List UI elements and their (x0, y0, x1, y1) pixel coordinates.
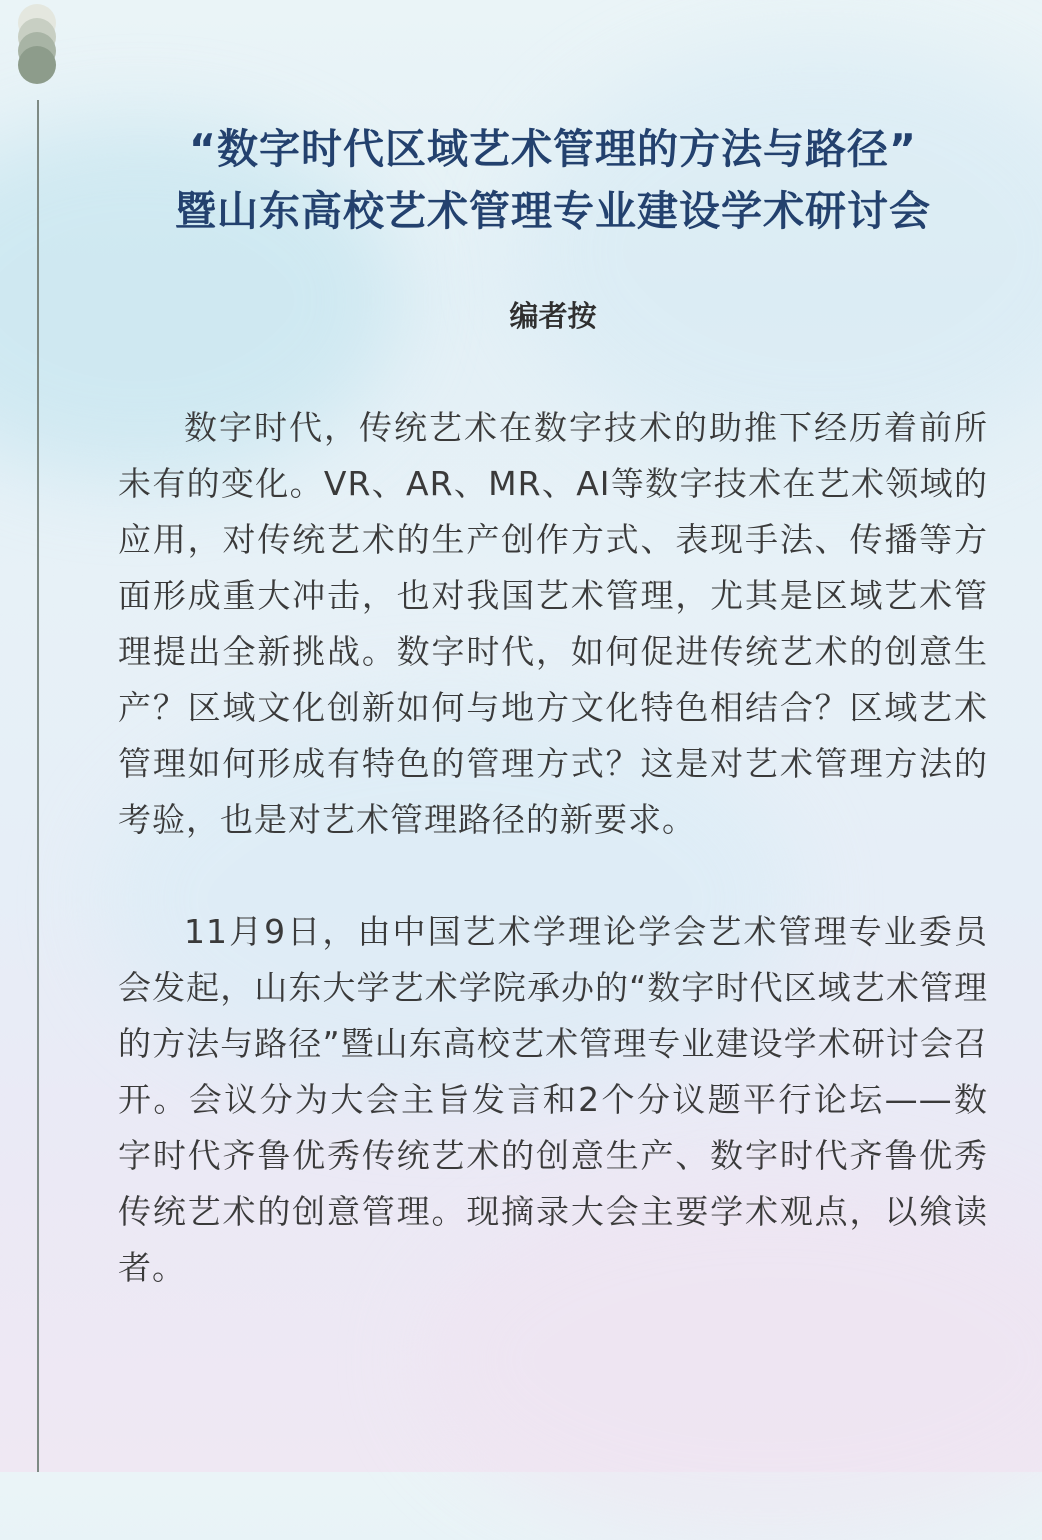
article-title (118, 118, 988, 242)
title-line-2: 暨山东高校艺术管理专业建设学术研讨会 (175, 187, 931, 235)
editor-note-paragraph: 数字时代，传统艺术在数字技术的助推下经历着前所未有的变化。VR、AR、MR、AI等数字技术在艺术领域的应用，对传统艺术的生产创作方式、表现手法、传播等方面形成重大冲击，也对我国艺术管理，尤其是区域艺术管理提出全新挑战。数字时代，如何促进传统艺术的创意生产？区域文化创新如何与地方文化特色相结合？区域艺术管理如何形成有特色的管理方式？这是对艺术管理方法的考验，也是对艺术管理路径的新要求。 (118, 408, 988, 839)
decorative-dots (18, 4, 58, 100)
dot-ornament (18, 46, 56, 84)
left-vertical-rule (37, 100, 39, 1472)
article (118, 118, 988, 1296)
editor-note-paragraph: 11月9日，由中国艺术学理论学会艺术管理专业委员会发起，山东大学艺术学院承办的“数字时代区域艺术管理的方法与路径”暨山东高校艺术管理专业建设学术研讨会召开。会议分为大会主旨发言和2个分议题平行论坛——数字时代齐鲁优秀传统艺术的创意生产、数字时代齐鲁优秀传统艺术的创意管理。现摘录大会主要学术观点，以飨读者。 (118, 912, 988, 1287)
title-line-1: “数字时代区域艺术管理的方法与路径” (189, 125, 917, 173)
editor-note-heading: 编者按 (509, 299, 597, 333)
